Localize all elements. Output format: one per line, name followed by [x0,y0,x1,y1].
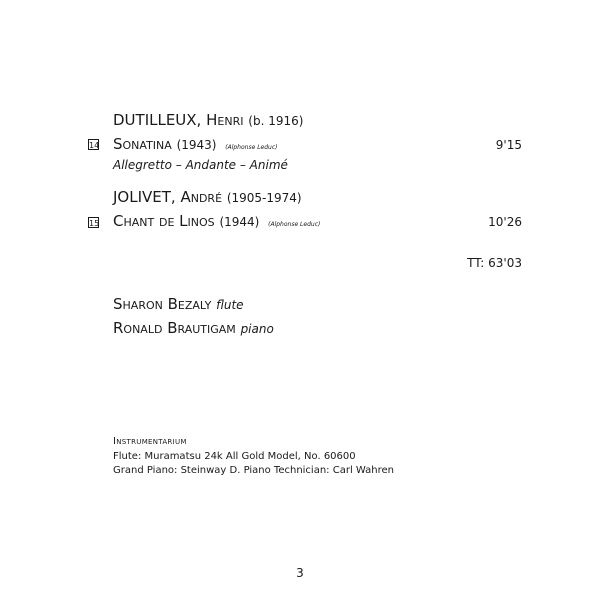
performer-instrument: flute [216,298,244,312]
performer-line [113,319,274,337]
track-number-badge: 15 [89,219,100,228]
composer-dates: (1905-1974) [226,191,302,205]
work-title-line [113,135,277,153]
work-publisher: (Alphonse Leduc) [268,221,321,228]
composer-dates: (b. 1916) [248,114,304,128]
track-duration: 9'15 [495,138,522,152]
instrumentarium-heading: Instrumentarium [113,436,187,447]
performer-name: Ronald Brautigam [113,319,236,337]
composer-surname: DUTILLEUX, [113,111,202,129]
work-publisher: (Alphonse Leduc) [225,144,278,151]
track-number-badge: 14 [89,141,100,150]
work-title-line [113,212,320,230]
total-time: TT: 63'03 [467,256,522,270]
work-title: Chant de Linos [113,212,215,230]
composer-heading-dutilleux [113,111,303,129]
work-movements: Allegretto – Andante – Animé [113,158,288,172]
work-year: (1944) [219,215,260,229]
performer-line [113,295,244,313]
work-year: (1943) [176,138,217,152]
page-number: 3 [296,566,304,580]
composer-given-name: André [180,188,223,206]
track-duration: 10'26 [488,215,522,229]
instrumentarium-line: Grand Piano: Steinway D. Piano Technician: Carl Wahren [113,465,395,476]
performer-name: Sharon Bezaly [113,295,212,313]
work-title: Sonatina [113,135,172,153]
composer-heading-jolivet [113,188,302,206]
composer-given-name: Henri [206,111,244,129]
performer-instrument: piano [240,322,274,336]
instrumentarium-line: Flute: Muramatsu 24k All Gold Model, No. 60600 [113,451,356,462]
composer-surname: JOLIVET, [113,188,176,206]
